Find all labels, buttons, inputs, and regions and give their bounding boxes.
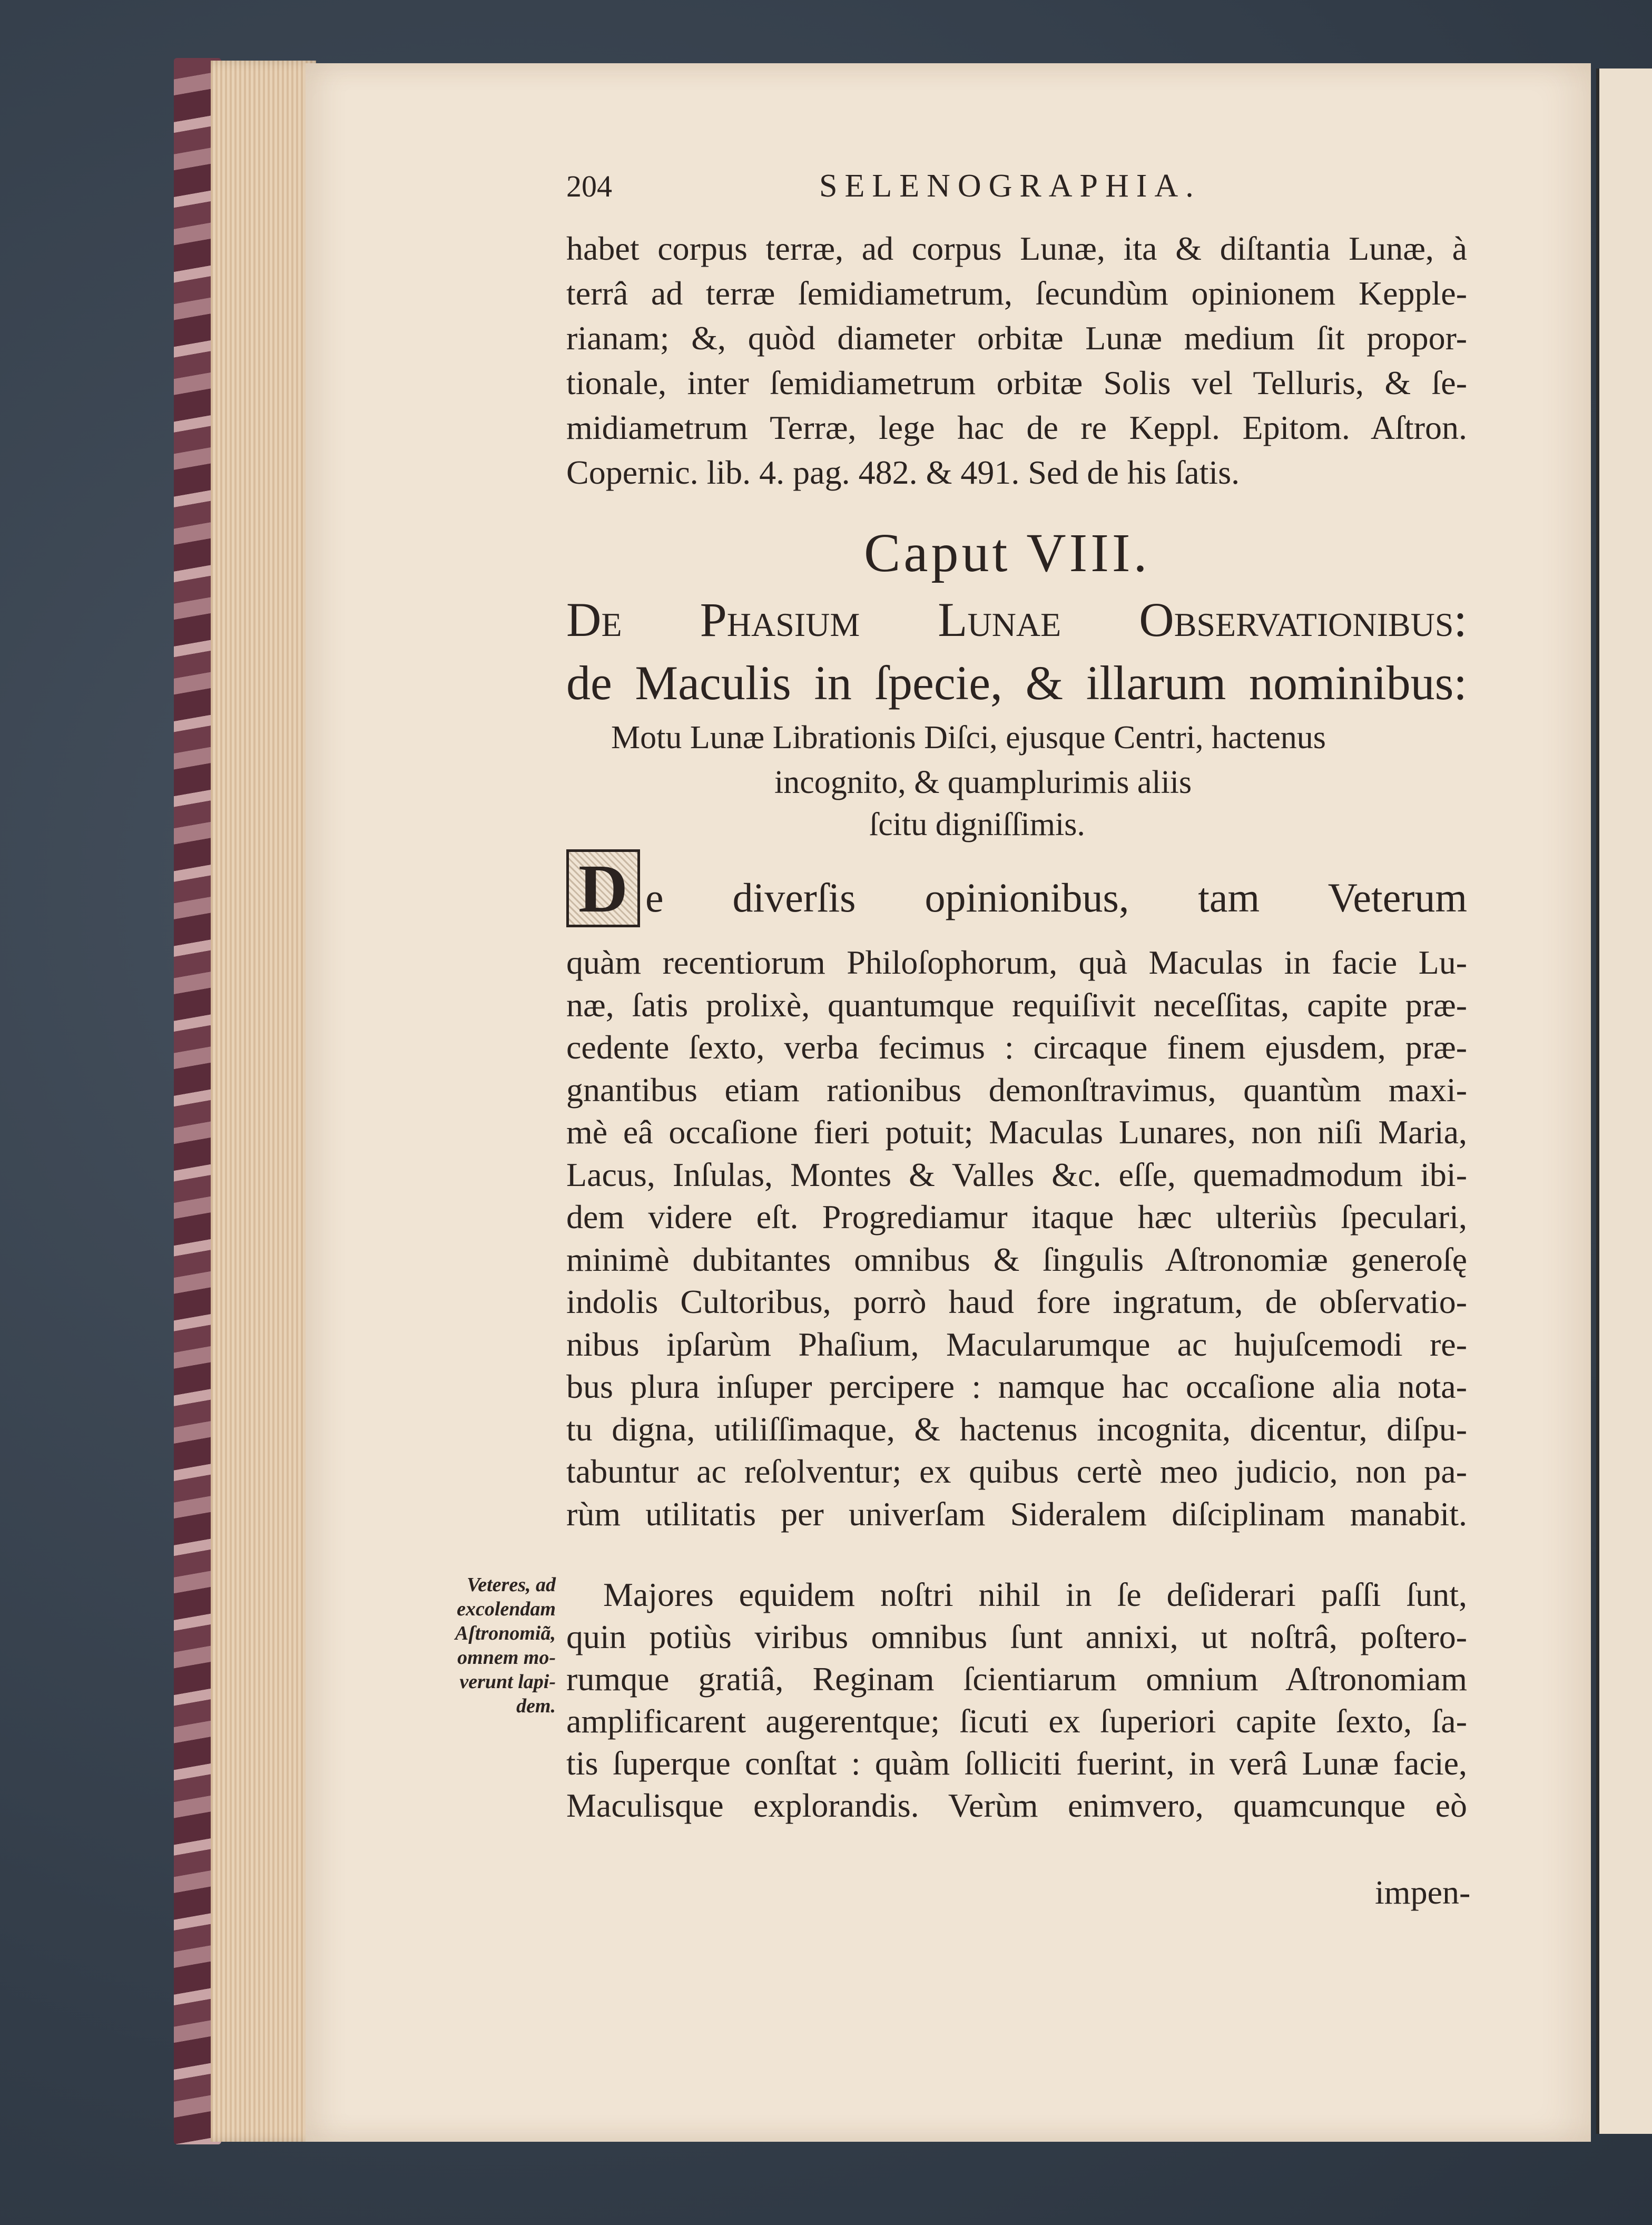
chapter-title-line: De Phasium Lunae Observationibus: bbox=[566, 593, 1467, 646]
decorative-initial: D bbox=[566, 849, 640, 927]
text-line: Majores equidem noſtri nihil in ſe deſiderari paſſi ſunt, bbox=[603, 1576, 1467, 1613]
text-line: nibus ipſarùm Phaſium, Macularumque ac hujuſcemodi re- bbox=[566, 1325, 1467, 1363]
text-line: indolis Cultoribus, porrò haud fore ingratum, de obſervatio- bbox=[566, 1283, 1467, 1320]
text-line: dem videre eſt. Progrediamur itaque hæc ulteriùs ſpeculari, bbox=[566, 1198, 1467, 1236]
text-line: amplificarent augerentque; ſicuti ex ſuperiori capite ſexto, ſa- bbox=[566, 1702, 1467, 1740]
page-number: 204 bbox=[566, 169, 612, 203]
text-line: Maculisque explorandis. Verùm enimvero, quamcunque eò bbox=[566, 1787, 1467, 1824]
catchword: impen- bbox=[1375, 1874, 1471, 1911]
text-line: rianam; &, quòd diameter orbitæ Lunæ medium ſit propor- bbox=[566, 319, 1467, 357]
text-line: midiametrum Terræ, lege hac de re Keppl. Epitom. Aſtron. bbox=[566, 409, 1467, 446]
text-line: rumque gratiâ, Reginam ſcientiarum omnium Aſtronomiam bbox=[566, 1660, 1467, 1698]
chapter-subtitle-line: ſcitu digniſſimis. bbox=[869, 807, 1085, 842]
facing-page-edge bbox=[1596, 68, 1652, 2134]
text-line: habet corpus terræ, ad corpus Lunæ, ita & diſtantia Lunæ, à bbox=[566, 230, 1467, 267]
margin-note-line: Aſtronomiã, bbox=[455, 1622, 556, 1644]
text-line: tionale, inter ſemidiametrum orbitæ Solis vel Telluris, & ſe- bbox=[566, 364, 1467, 401]
text-line: tis ſuperque conſtat : quàm ſolliciti fuerint, in verâ Lunæ facie, bbox=[566, 1744, 1467, 1782]
running-title: SELENOGRAPHIA. bbox=[819, 168, 1201, 204]
paragraph-2-first-line: e diverſis opinionibus, tam Veterum bbox=[645, 875, 1467, 920]
text-line: cedente ſexto, verba fecimus : circaque finem ejusdem, præ- bbox=[566, 1028, 1467, 1066]
text-line: gnantibus etiam rationibus demonſtravimus, quantùm maxi- bbox=[566, 1071, 1467, 1109]
text-line: tu digna, utiliſſimaque, & hactenus incognita, dicentur, diſpu- bbox=[566, 1410, 1467, 1448]
chapter-subtitle-line: Motu Lunæ Librationis Diſci, ejusque Centri, hactenus bbox=[611, 720, 1326, 756]
text-line: tabuntur ac reſolventur; ex quibus certè meo judicio, non pa- bbox=[566, 1453, 1467, 1490]
text-line: minimè dubitantes omnibus & ſingulis Aſtronomiæ generoſę bbox=[566, 1240, 1467, 1278]
chapter-title-line: de Maculis in ſpecie, & illarum nominibus: bbox=[566, 656, 1467, 710]
margin-note-line: omnem mo- bbox=[457, 1646, 556, 1669]
margin-note-line: Veteres, ad bbox=[467, 1574, 556, 1596]
margin-note-line: verunt lapi- bbox=[459, 1671, 556, 1693]
text-line: Copernic. lib. 4. pag. 482. & 491. Sed de his ſatis. bbox=[566, 454, 1240, 491]
text-line: Lacus, Inſulas, Montes & Valles &c. eſſe, quemadmodum ibi- bbox=[566, 1155, 1467, 1193]
text-line: quàm recentiorum Philoſophorum, quà Maculas in facie Lu- bbox=[566, 944, 1467, 981]
text-line: næ, ſatis prolixè, quantumque requiſivit neceſſitas, capite præ- bbox=[566, 986, 1467, 1024]
text-line: rùm utilitatis per univerſam Sideralem diſciplinam manabit. bbox=[566, 1495, 1467, 1533]
margin-note bbox=[421, 1573, 556, 1718]
chapter-subtitle-line: incognito, & quamplurimis aliis bbox=[774, 764, 1192, 800]
text-line: mè eâ occaſione fieri potuit; Maculas Lunares, non niſi Maria, bbox=[566, 1113, 1467, 1151]
page-edges bbox=[211, 61, 316, 2142]
text-line: quin potiùs viribus omnibus ſunt annixi, ut noſtrâ, poſtero- bbox=[566, 1618, 1467, 1655]
margin-note-line: dem. bbox=[516, 1695, 556, 1717]
text-line: bus plura inſuper percipere : namque hac occaſione alia nota- bbox=[566, 1368, 1467, 1405]
margin-note-line: excolendam bbox=[457, 1598, 556, 1620]
chapter-number: Caput VIII. bbox=[864, 523, 1150, 583]
text-line: terrâ ad terræ ſemidiametrum, ſecundùm opinionem Kepple- bbox=[566, 275, 1467, 312]
